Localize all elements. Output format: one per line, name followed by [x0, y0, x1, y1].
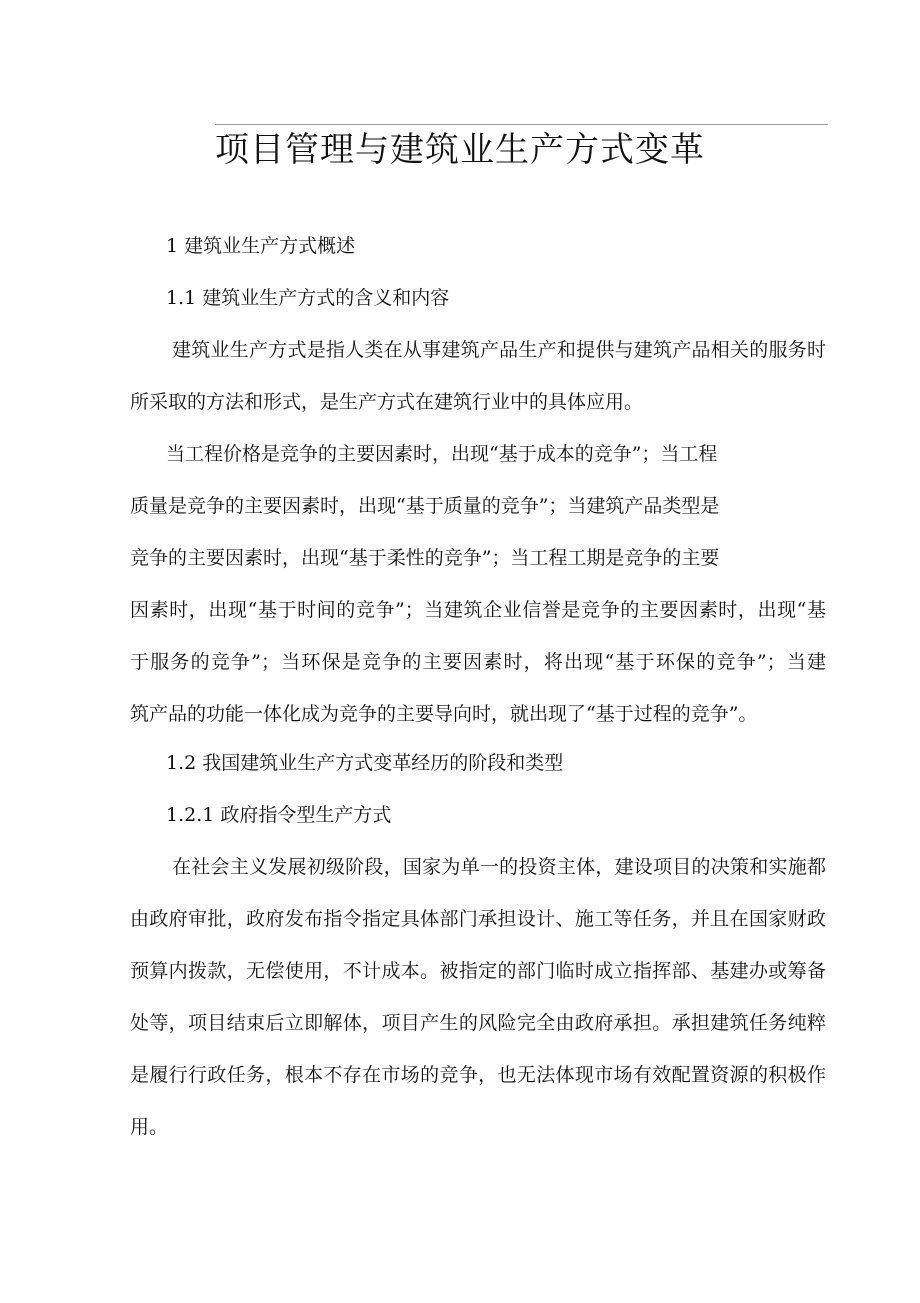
paragraph-line: 是履行行政任务，根本不存在市场的竞争，也无法体现市场有效配置资源的积极作: [130, 1064, 826, 1086]
paragraph-line: 于服务的竞争”；当环保是竞争的主要因素时，将出现“基于环保的竞争”；当建: [130, 651, 826, 673]
paragraph-line: 预算内拨款，无偿使用，不计成本。被指定的部门临时成立指挥部、基建办或筹备: [130, 960, 826, 982]
paragraph-line: 由政府审批，政府发布指令指定具体部门承担设计、施工等任务，并且在国家财政: [130, 908, 826, 930]
section-1-2-1-heading: 1.2.1 政府指令型生产方式: [166, 804, 392, 826]
paragraph-line: 竞争的主要因素时，出现“基于柔性的竞争”；当工程工期是竞争的主要: [130, 547, 720, 569]
paragraph-line: 处等，项目结束后立即解体，项目产生的风险完全由政府承担。承担建筑任务纯粹: [130, 1012, 826, 1034]
paragraph-line: 因素时，出现“基于时间的竞争”；当建筑企业信誉是竞争的主要因素时，出现“基: [130, 599, 826, 621]
document-title: 项目管理与建筑业生产方式变革: [215, 130, 705, 170]
section-1-2-heading: 1.2 我国建筑业生产方式变革经历的阶段和类型: [166, 752, 564, 774]
paragraph-line: 质量是竞争的主要因素时，出现“基于质量的竞争”；当建筑产品类型是: [130, 495, 720, 517]
paragraph-line: 所采取的方法和形式，是生产方式在建筑行业中的具体应用。: [130, 391, 644, 413]
section-1-1-heading: 1.1 建筑业生产方式的含义和内容: [166, 287, 450, 309]
paragraph-line: 建筑业生产方式是指人类在从事建筑产品生产和提供与建筑产品相关的服务时: [172, 339, 826, 361]
paragraph-line: 筑产品的功能一体化成为竞争的主要导向时，就出现了“基于过程的竞争”。: [130, 703, 758, 725]
paragraph-line: 在社会主义发展初级阶段，国家为单一的投资主体，建设项目的决策和实施都: [172, 856, 826, 878]
paragraph-line: 当工程价格是竞争的主要因素时，出现“基于成本的竞争”；当工程: [166, 443, 718, 465]
header-rule: [215, 124, 828, 125]
section-1-heading: 1 建筑业生产方式概述: [166, 235, 356, 257]
paragraph-line: 用。: [130, 1116, 169, 1138]
